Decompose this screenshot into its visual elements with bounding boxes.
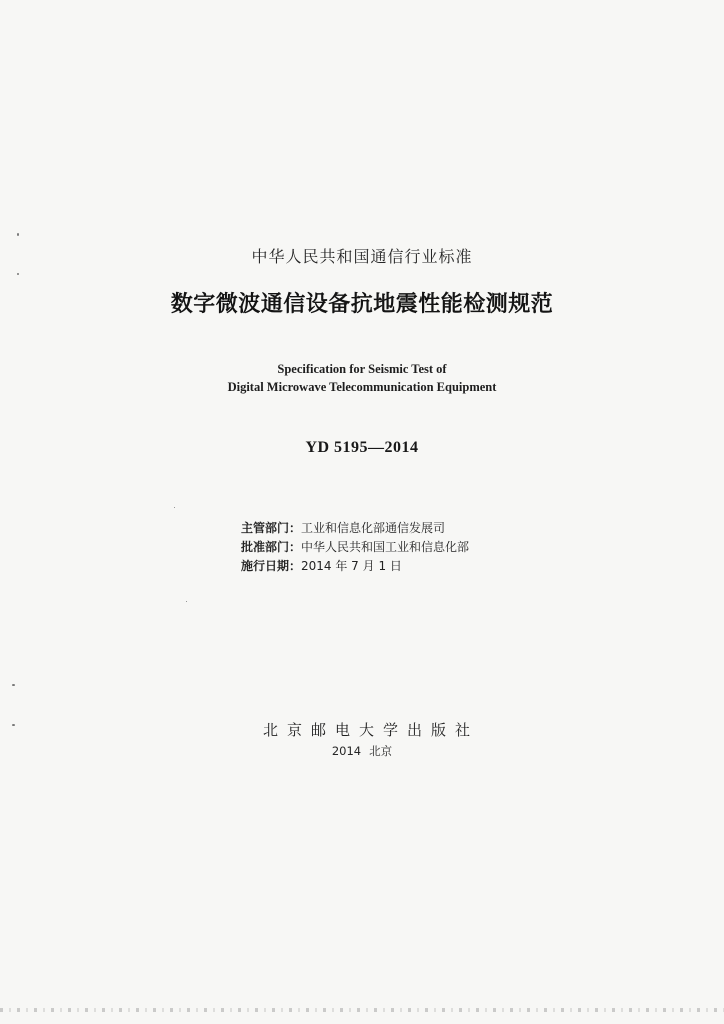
scan-edge-noise: [0, 1008, 724, 1012]
publication-year: 2014: [331, 744, 362, 758]
document-meta-block: [241, 519, 469, 576]
meta-value: 中华人民共和国工业和信息化部: [301, 540, 470, 554]
meta-label: 批准部门：: [241, 540, 302, 554]
scan-speck: [17, 273, 19, 275]
document-title-english-line-2: Digital Microwave Telecommunication Equipment: [227, 380, 497, 394]
meta-value: 工业和信息化部通信发展司: [301, 521, 446, 535]
meta-label: 主管部门：: [241, 521, 302, 535]
meta-label: 施行日期：: [241, 559, 302, 573]
publisher-name: 北京邮电大学出版社: [262, 721, 479, 739]
publication-city: 北京: [369, 744, 393, 758]
standard-category: 中华人民共和国通信行业标准: [251, 247, 473, 266]
scan-speck: [186, 601, 187, 602]
publication-year-city: [0, 743, 724, 759]
meta-row-effective-date: [241, 557, 469, 576]
scan-speck: [12, 684, 15, 686]
scan-speck: [174, 507, 175, 508]
meta-row-approval: [241, 538, 469, 557]
document-title-english-line-1: Specification for Seismic Test of: [277, 362, 447, 376]
scan-speck: [12, 724, 15, 726]
scan-speck: [17, 233, 19, 236]
meta-value: 2014 年 7 月 1 日: [301, 559, 402, 573]
meta-row-department: [241, 519, 469, 538]
standard-number: YD 5195—2014: [305, 439, 419, 456]
document-title-chinese: 数字微波通信设备抗地震性能检测规范: [170, 291, 554, 317]
